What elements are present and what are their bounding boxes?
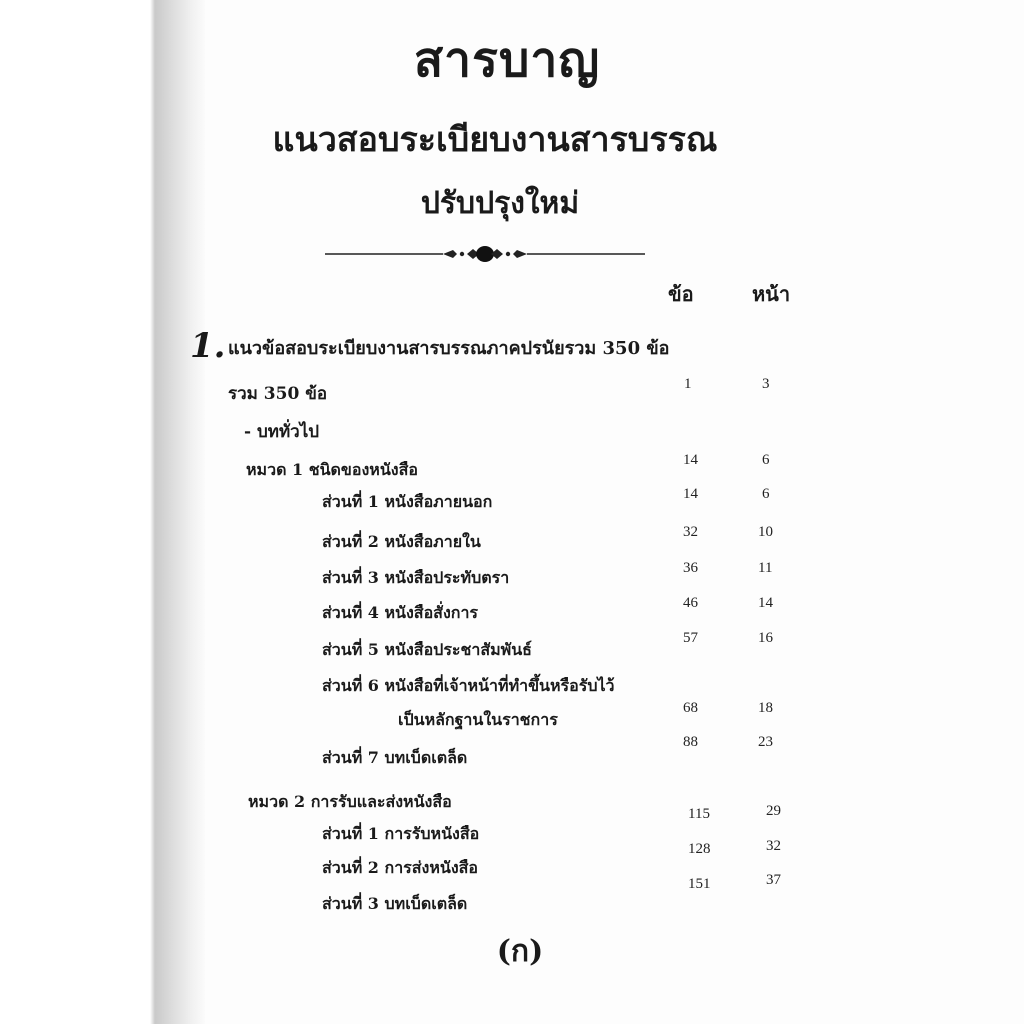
toc-entry: ส่วนที่ 7 บทเบ็ดเตล็ด	[322, 748, 468, 767]
toc-item-number: 14	[683, 486, 698, 502]
toc-item-number: 57	[683, 630, 698, 646]
column-header-item: ข้อ	[668, 282, 694, 306]
toc-entry: ส่วนที่ 6 หนังสือที่เจ้าหน้าที่ทำขึ้นหรือรับไว้	[322, 676, 615, 695]
toc-section: - บททั่วไป	[244, 422, 320, 442]
toc-page-number: 14	[758, 595, 773, 611]
toc-item-number: 1	[684, 376, 692, 392]
toc-entry: ส่วนที่ 3 บทเบ็ดเตล็ด	[322, 894, 468, 913]
column-header-page: หน้า	[752, 282, 791, 306]
page-folio: (ก)	[496, 934, 544, 969]
toc-page-number: 29	[766, 803, 781, 819]
toc-item-number: 46	[683, 595, 698, 611]
toc-item-number: 128	[688, 841, 711, 857]
toc-page-number: 16	[758, 630, 773, 646]
toc-entry: ส่วนที่ 3 หนังสือประทับตรา	[322, 568, 510, 587]
toc-page-number: 10	[758, 524, 773, 540]
toc-page-number: 37	[766, 872, 781, 888]
toc-entry: ส่วนที่ 1 การรับหนังสือ	[322, 824, 480, 843]
toc-page-number: 18	[758, 700, 773, 716]
toc-item-number: 68	[683, 700, 698, 716]
toc-page-number: 6	[762, 452, 770, 468]
toc-category: หมวด 1 ชนิดของหนังสือ	[246, 460, 418, 479]
toc-entry: ส่วนที่ 4 หนังสือสั่งการ	[322, 603, 479, 622]
toc-entry: ส่วนที่ 2 การส่งหนังสือ	[322, 858, 479, 877]
ornament-divider-icon	[325, 240, 645, 268]
chapter-title: แนวข้อสอบระเบียบงานสารบรรณภาคปรนัยรวม 350 ข้อ	[228, 338, 670, 359]
edition-label: ปรับปรุงใหม่	[420, 186, 580, 221]
toc-page-number: 3	[762, 376, 770, 392]
toc-item-number: 32	[683, 524, 698, 540]
toc-entry: รวม 350 ข้อ	[228, 384, 328, 404]
toc-entry: ส่วนที่ 2 หนังสือภายใน	[322, 532, 481, 551]
toc-item-number: 88	[683, 734, 698, 750]
chapter-number: 1.	[190, 326, 226, 366]
toc-entry: ส่วนที่ 5 หนังสือประชาสัมพันธ์	[322, 640, 532, 659]
book-subtitle: แนวสอบระเบียบงานสารบรรณ	[272, 120, 718, 160]
toc-item-number: 151	[688, 876, 711, 892]
toc-category: หมวด 2 การรับและส่งหนังสือ	[248, 792, 452, 811]
toc-entry: ส่วนที่ 1 หนังสือภายนอก	[322, 492, 493, 511]
toc-item-number: 14	[683, 452, 698, 468]
page-title: สารบาญ	[413, 32, 601, 88]
toc-page-number: 32	[766, 838, 781, 854]
toc-page-number: 6	[762, 486, 770, 502]
toc-item-number: 36	[683, 560, 698, 576]
toc-page-number: 11	[758, 560, 773, 576]
toc-page-number: 23	[758, 734, 773, 750]
toc-item-number: 115	[688, 806, 710, 822]
toc-entry-continued: เป็นหลักฐานในราชการ	[398, 710, 558, 729]
